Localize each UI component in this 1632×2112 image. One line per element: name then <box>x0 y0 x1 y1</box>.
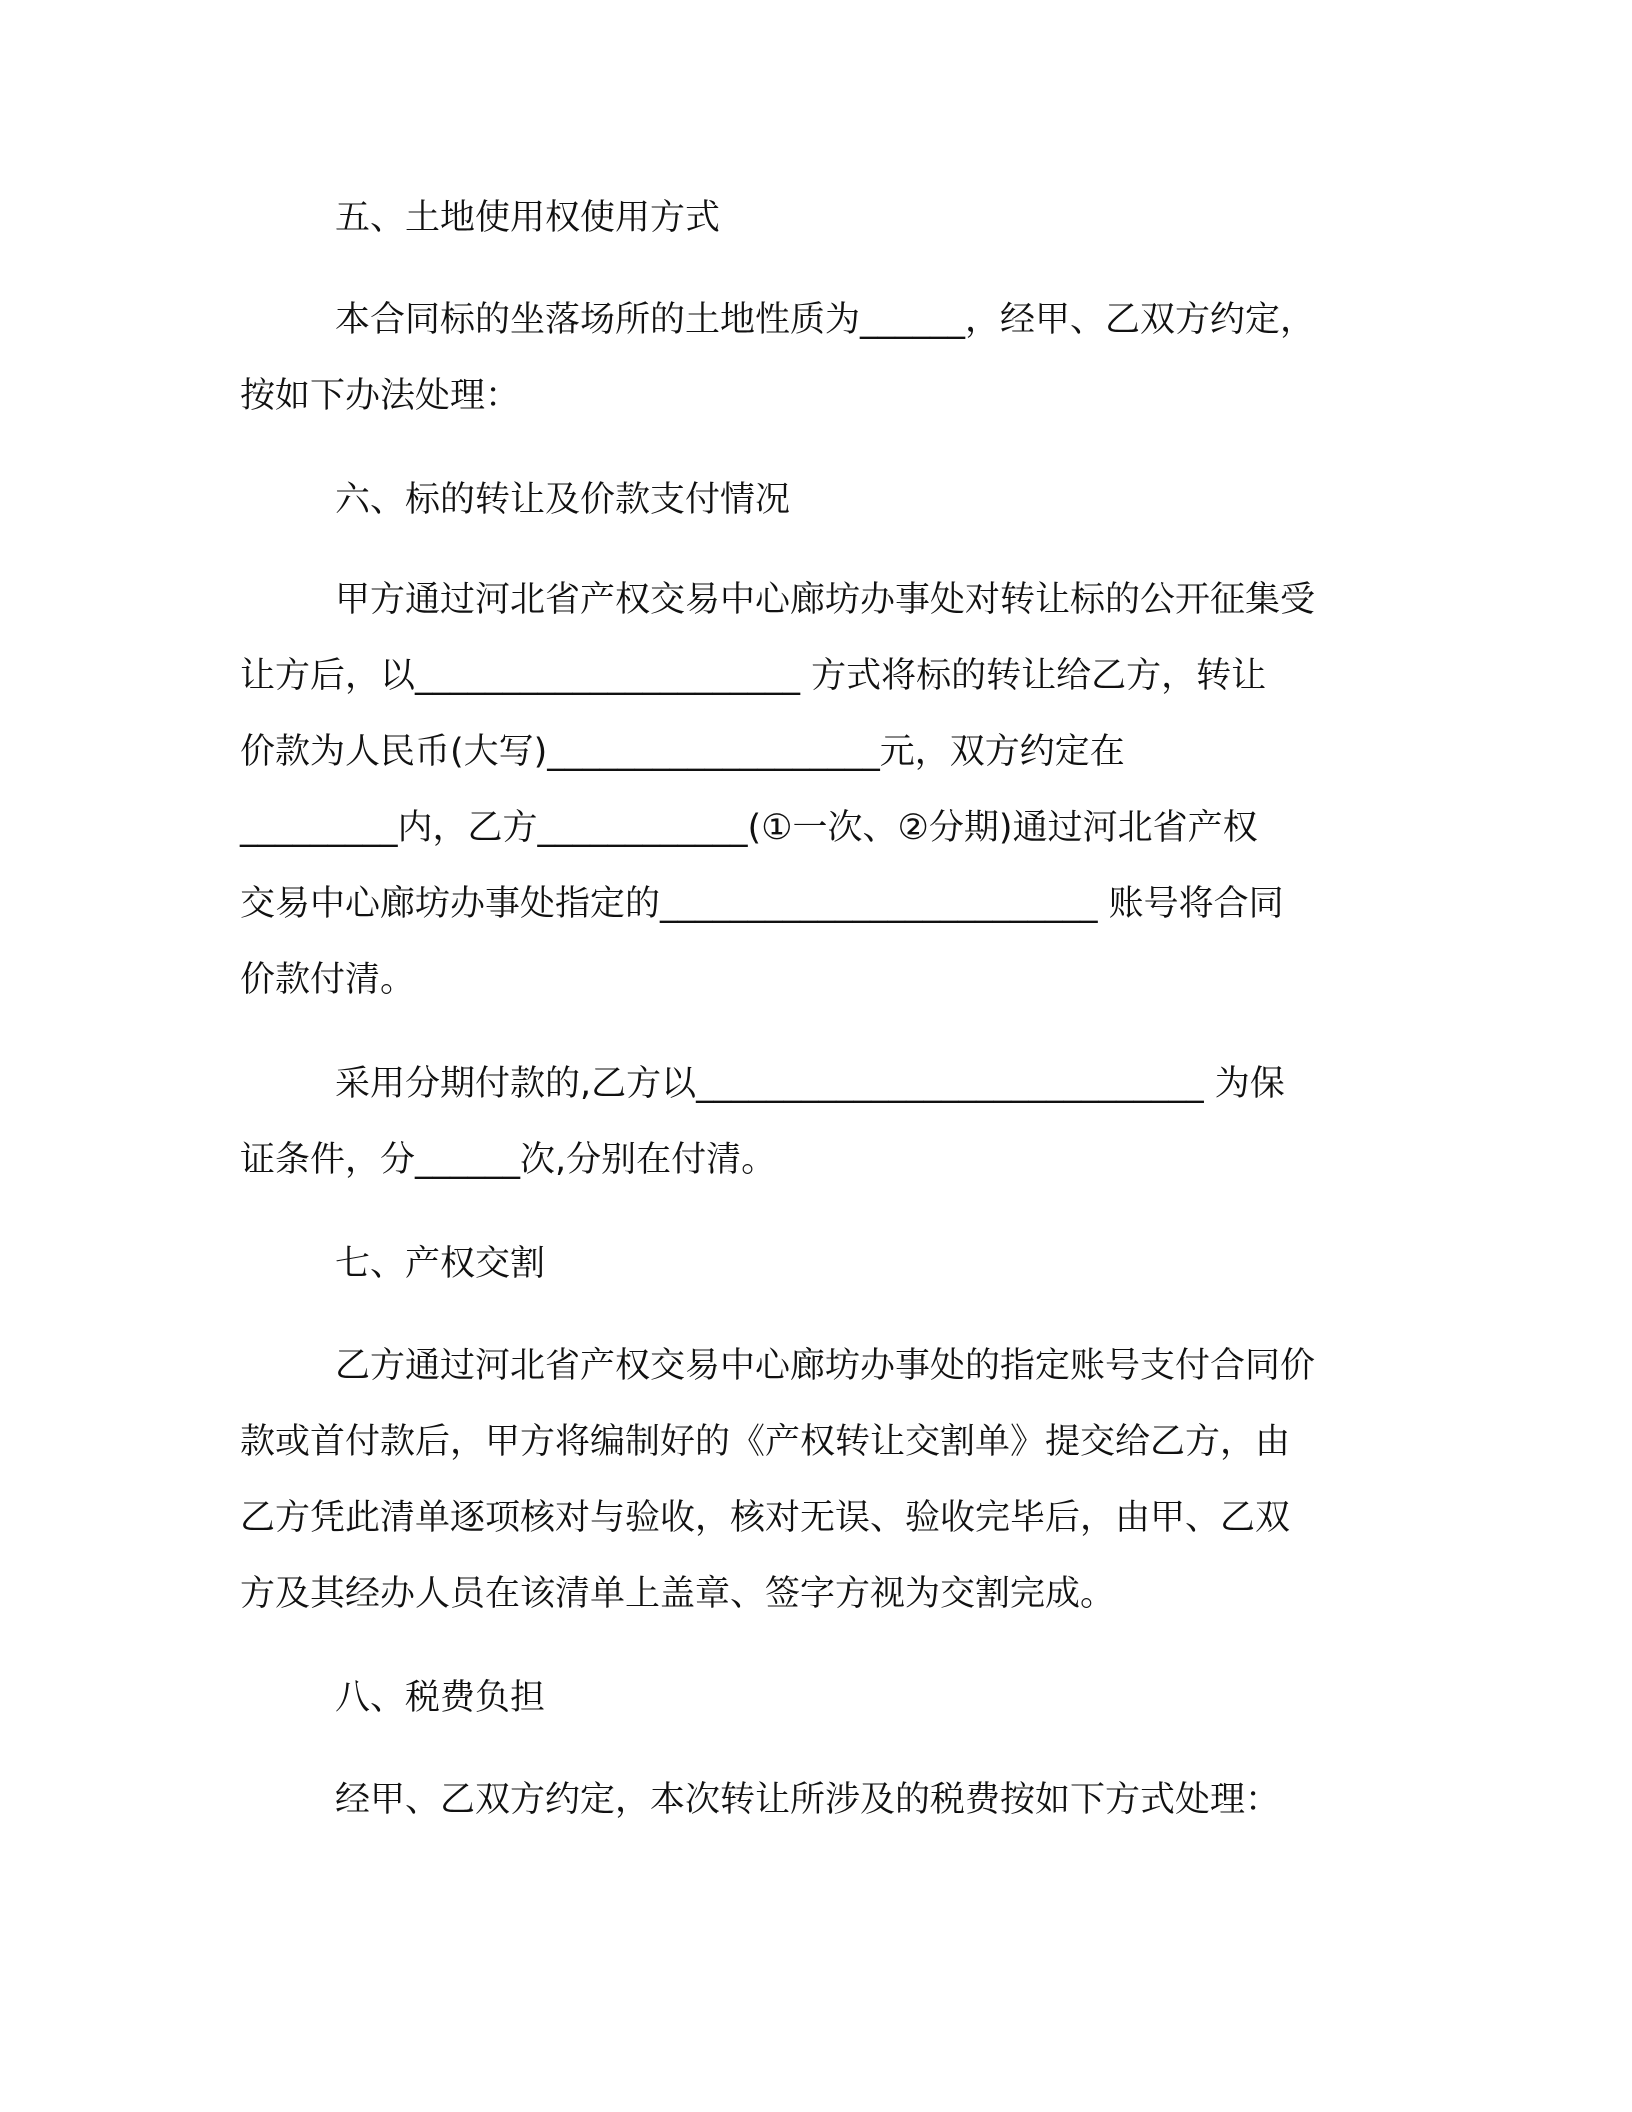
section-6-paragraph-line: 让方后，以______________________ 方式将标的转让给乙方，转让 <box>240 656 1267 696</box>
section-6-paragraph-line: 甲方通过河北省产权交易中心廊坊办事处对转让标的公开征集受 <box>335 580 1316 620</box>
section-8-heading: 八、税费负担 <box>335 1678 546 1718</box>
section-7-heading: 七、产权交割 <box>335 1244 546 1284</box>
section-6-paragraph-line: 价款付清。 <box>240 960 416 1000</box>
section-6-paragraph-2-line: 证条件，分______次,分别在付清。 <box>240 1140 777 1180</box>
section-7-paragraph-line: 方及其经办人员在该清单上盖章、签字方视为交割完成。 <box>240 1574 1116 1614</box>
section-8-paragraph-line: 经甲、乙双方约定，本次转让所涉及的税费按如下方式处理： <box>335 1780 1281 1820</box>
section-7-paragraph-line: 款或首付款后，甲方将编制好的《产权转让交割单》提交给乙方，由 <box>240 1422 1291 1462</box>
section-5-heading: 五、土地使用权使用方式 <box>335 198 721 238</box>
section-6-heading: 六、标的转让及价款支付情况 <box>335 480 791 520</box>
section-6-paragraph-line: _________内，乙方____________(①一次、②分期)通过河北省产权 <box>240 808 1258 848</box>
section-5-paragraph-line: 本合同标的坐落场所的土地性质为______，经甲、乙双方约定， <box>335 300 1316 340</box>
section-7-paragraph-line: 乙方凭此清单逐项核对与验收，核对无误、验收完毕后，由甲、乙双 <box>240 1498 1291 1538</box>
section-7-paragraph-line: 乙方通过河北省产权交易中心廊坊办事处的指定账号支付合同价 <box>335 1346 1316 1386</box>
section-5-paragraph-line: 按如下办法处理： <box>240 376 521 416</box>
section-6-paragraph-line: 交易中心廊坊办事处指定的_________________________ 账号将合同 <box>240 884 1284 924</box>
section-6-paragraph-line: 价款为人民币(大写)___________________元，双方约定在 <box>240 732 1125 772</box>
section-6-paragraph-2-line: 采用分期付款的,乙方以_____________________________ 为保 <box>335 1064 1285 1104</box>
